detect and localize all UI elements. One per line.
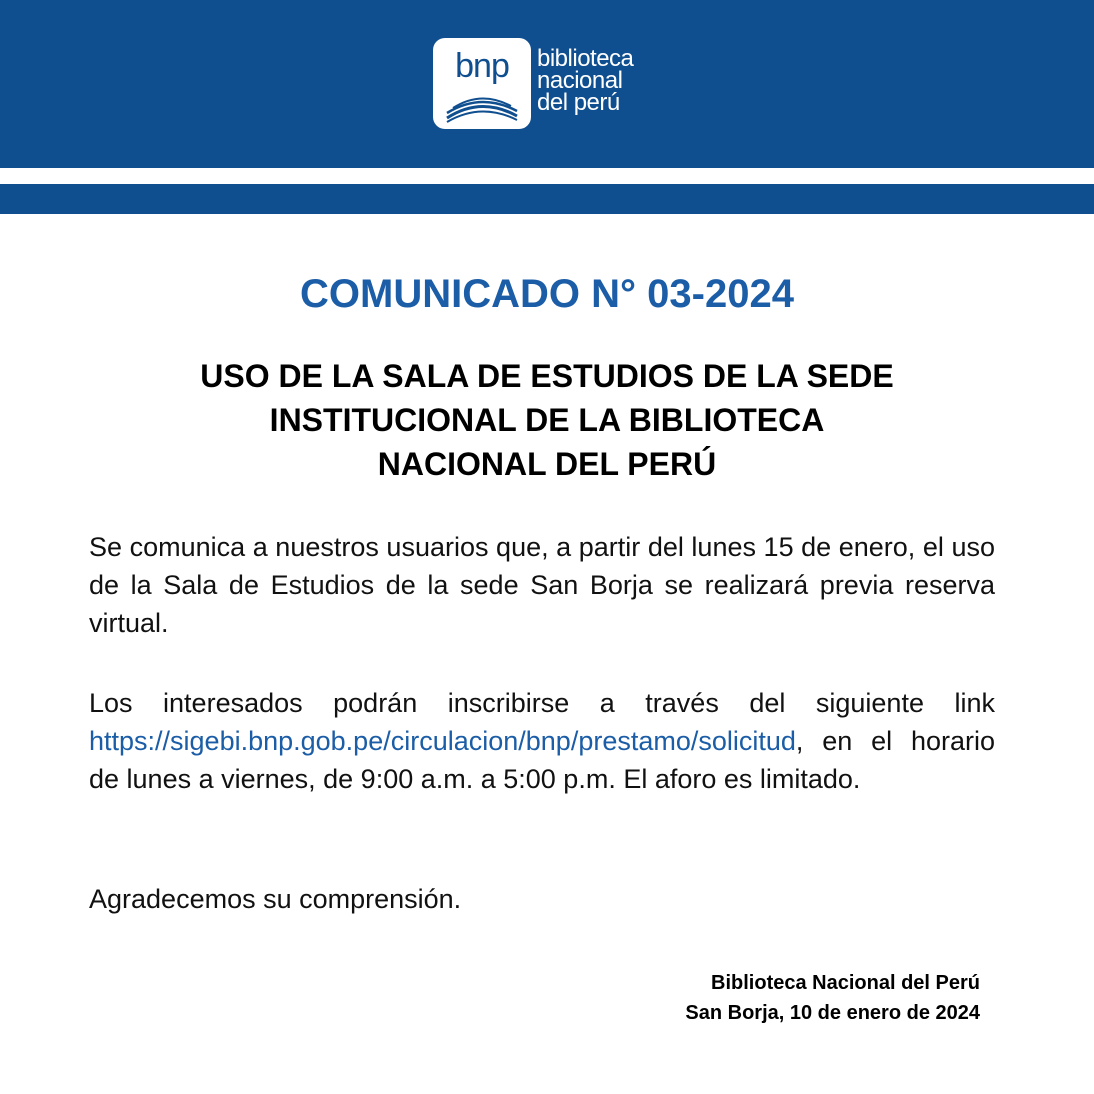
paragraph-thanks: Agradecemos su comprensión. (89, 884, 462, 914)
logo-wordmark (537, 45, 634, 116)
logo-word-3: del perú (537, 89, 620, 116)
signature-place-date: San Borja, 10 de enero de 2024 (685, 1002, 980, 1024)
registration-text-before-link: Los interesados podrán inscribirse a través del siguiente link (89, 688, 995, 718)
subtitle-line-2: INSTITUCIONAL DE LA BIBLIOTECA (269, 402, 825, 438)
signature-institution: Biblioteca Nacional del Perú (711, 972, 980, 994)
notice-title: COMUNICADO N° 03-2024 (300, 272, 794, 316)
subtitle-line-3: NACIONAL DEL PERÚ (377, 446, 717, 482)
logo-badge (433, 38, 531, 129)
notice-subtitle (60, 354, 1034, 486)
paragraph-registration (89, 684, 995, 798)
header-stripe (0, 184, 1094, 214)
logo-word-2: nacional (537, 67, 623, 94)
signature-block (685, 968, 980, 1028)
logo-word-1: biblioteca (537, 45, 634, 72)
registration-link[interactable]: https://sigebi.bnp.gob.pe/circulacion/bnp/prestamo/solicitud (89, 726, 796, 756)
book-pages-icon (443, 92, 521, 124)
bnp-logo (433, 38, 633, 129)
paragraph-announcement: Se comunica a nuestros usuarios que, a partir del lunes 15 de enero, el uso de la Sala de Estudios de la sede San Borja se realizará previa reserva virtual. (89, 532, 995, 638)
logo-badge-text: bnp (455, 47, 509, 85)
subtitle-line-1: USO DE LA SALA DE ESTUDIOS DE LA SEDE (200, 358, 894, 394)
registration-text-after-link: , en el horario de lunes a viernes, de 9:00 a.m. a 5:00 p.m. El aforo es limitado. (89, 726, 995, 794)
